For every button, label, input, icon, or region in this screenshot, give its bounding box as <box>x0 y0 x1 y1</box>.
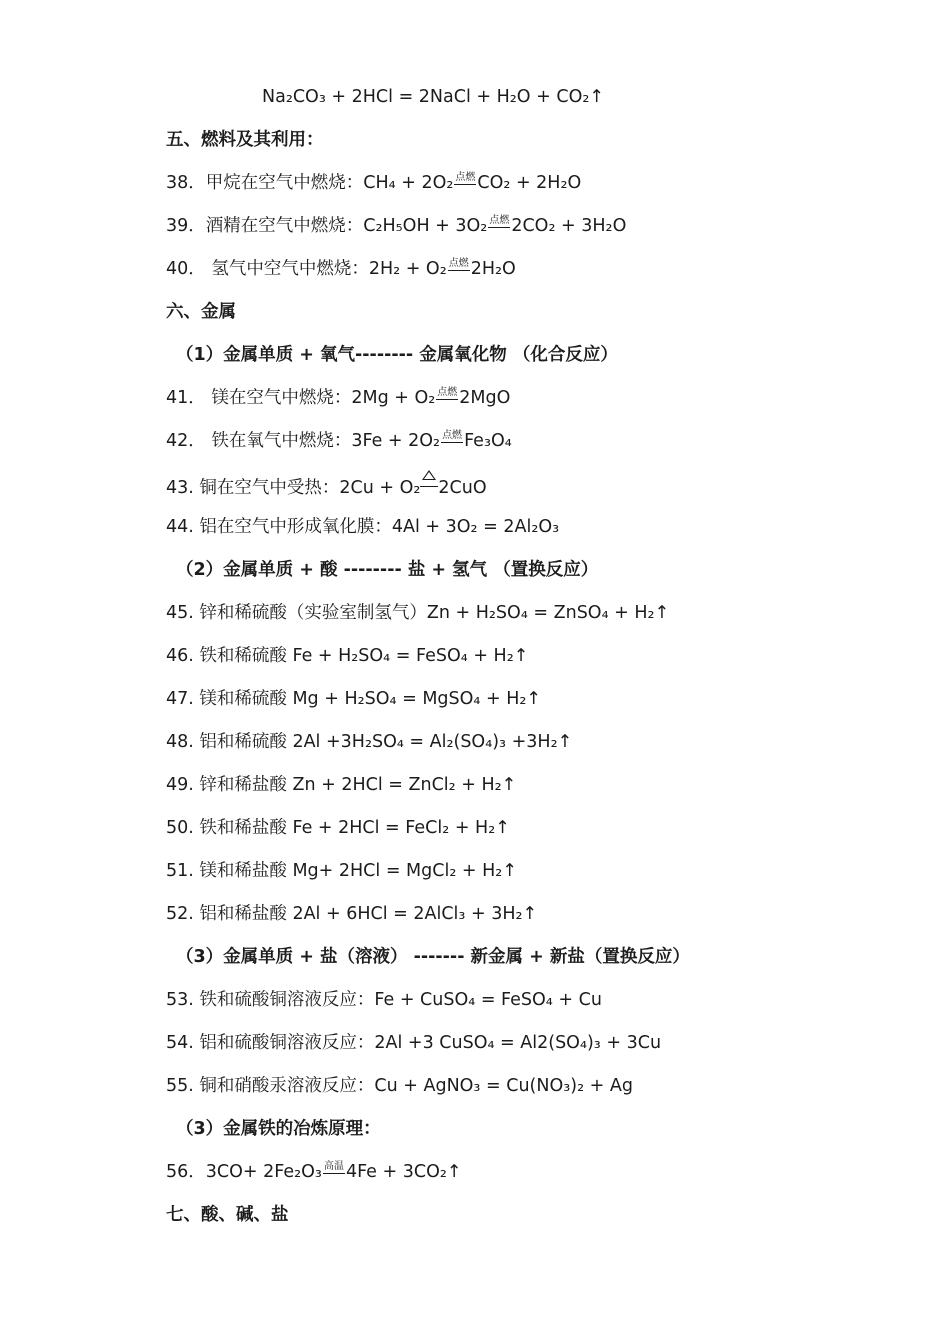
equation-line <box>166 386 510 410</box>
equation-left: 56．3CO+ 2Fe₂O₃ <box>166 1162 322 1182</box>
equation-line: 45. 锌和稀硫酸（实验室制氢气）Zn + H₂SO₄ = ZnSO₄ + H₂↑ <box>166 603 670 623</box>
equation-right: 4Fe + 3CO₂↑ <box>345 1162 462 1182</box>
subsection-heading: （3）金属单质 + 盐（溶液） ------- 新金属 + 新盐（置换反应） <box>176 947 690 967</box>
equation-right: CO₂ + 2H₂O <box>477 173 582 193</box>
subsection-heading: （3）金属铁的冶炼原理： <box>176 1119 381 1139</box>
equation-line: 55. 铜和硝酸汞溶液反应：Cu + AgNO₃ = Cu(NO₃)₂ + Ag <box>166 1076 633 1096</box>
equation-left: 43. 铜在空气中受热：2Cu + O₂ <box>166 478 421 498</box>
equation-line: 54. 铝和硫酸铜溶液反应：2Al +3 CuSO₄ = Al2(SO₄)₃ + 3Cu <box>166 1033 662 1053</box>
equation-line: 50. 铁和稀盐酸 Fe + 2HCl = FeCl₂ + H₂↑ <box>166 818 510 838</box>
equation-line: 44. 铝在空气中形成氧化膜：4Al + 3O₂ = 2Al₂O₃ <box>166 517 560 537</box>
reaction-condition: 点燃 <box>442 430 463 441</box>
equation-left: 41． 镁在空气中燃烧：2Mg + O₂ <box>166 388 436 408</box>
reaction-condition: 点燃 <box>489 215 510 226</box>
equation-line <box>166 171 581 195</box>
subsection-heading: （1）金属单质 + 氧气-------- 金属氧化物 （化合反应） <box>176 345 618 365</box>
equation-line: 46. 铁和稀硫酸 Fe + H₂SO₄ = FeSO₄ + H₂↑ <box>166 646 529 666</box>
equation-right: Fe₃O₄ <box>464 431 512 451</box>
equation-left: 38．甲烷在空气中燃烧：CH₄ + 2O₂ <box>166 173 454 193</box>
equation-line: 48. 铝和稀硫酸 2Al +3H₂SO₄ = Al₂(SO₄)₃ +3H₂↑ <box>166 732 573 752</box>
equation-line <box>166 472 487 500</box>
equation-right: 2CuO <box>438 478 487 498</box>
equation-left: 39．酒精在空气中燃烧：C₂H₅OH + 3O₂ <box>166 216 488 236</box>
equation-right: 2MgO <box>459 388 511 408</box>
equation-line: Na₂CO₃ + 2HCl = 2NaCl + H₂O + CO₂↑ <box>262 87 605 107</box>
section-heading: 五、燃料及其利用： <box>166 130 324 150</box>
reaction-condition: 高温 <box>323 1161 344 1172</box>
equation-line: 51. 镁和稀盐酸 Mg+ 2HCl = MgCl₂ + H₂↑ <box>166 861 517 881</box>
equation-line <box>166 429 512 453</box>
equation-right: 2H₂O <box>470 259 516 279</box>
equation-line: 52. 铝和稀盐酸 2Al + 6HCl = 2AlCl₃ + 3H₂↑ <box>166 904 538 924</box>
heat-triangle-icon <box>420 472 438 487</box>
equation-line: 53. 铁和硫酸铜溶液反应：Fe + CuSO₄ = FeSO₄ + Cu <box>166 990 602 1010</box>
equation-right: 2CO₂ + 3H₂O <box>511 216 627 236</box>
equation-line <box>166 214 626 238</box>
reaction-condition: 点燃 <box>448 258 469 269</box>
equation-left: 40． 氢气中空气中燃烧：2H₂ + O₂ <box>166 259 447 279</box>
equation-line <box>166 1160 462 1184</box>
subsection-heading: （2）金属单质 + 酸 -------- 盐 + 氢气 （置换反应） <box>176 560 599 580</box>
equation-left: 42． 铁在氧气中燃烧：3Fe + 2O₂ <box>166 431 441 451</box>
section-heading: 六、金属 <box>166 302 236 322</box>
equation-line <box>166 257 516 281</box>
section-heading: 七、酸、碱、盐 <box>166 1205 289 1225</box>
equation-line: 47. 镁和稀硫酸 Mg + H₂SO₄ = MgSO₄ + H₂↑ <box>166 689 542 709</box>
reaction-condition: 点燃 <box>437 387 458 398</box>
equation-line: 49. 锌和稀盐酸 Zn + 2HCl = ZnCl₂ + H₂↑ <box>166 775 517 795</box>
reaction-condition: 点燃 <box>455 172 476 183</box>
